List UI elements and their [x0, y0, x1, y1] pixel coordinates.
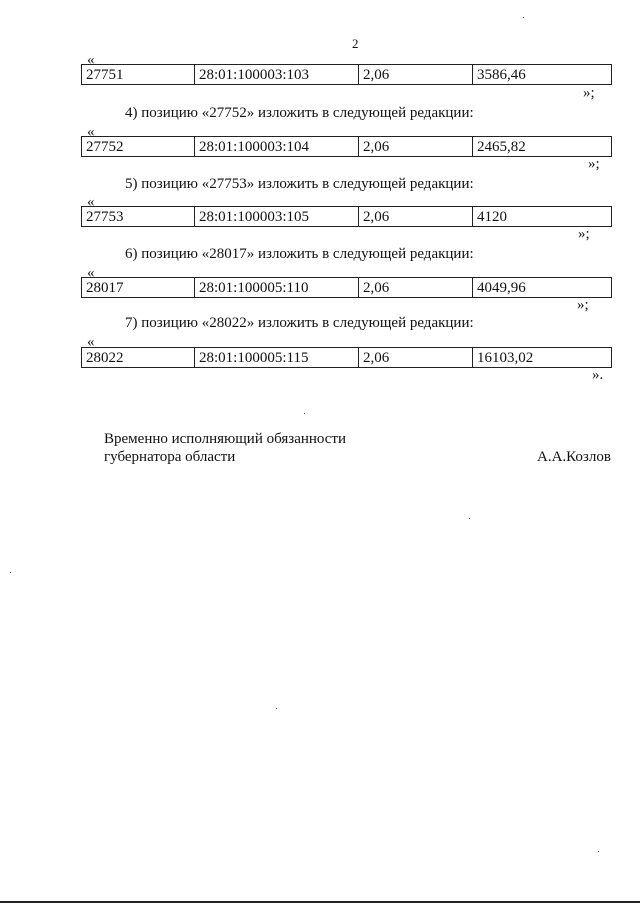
instruction-item-6: 6) позицию «28017» изложить в следующей редакции: — [125, 246, 474, 262]
page-number: 2 — [352, 36, 359, 51]
instruction-item-5: 5) позицию «27753» изложить в следующей редакции: — [125, 176, 474, 192]
close-quote: ». — [592, 367, 604, 383]
cell-position: 27751 — [82, 65, 195, 85]
data-row-27753 — [81, 206, 612, 227]
open-quote: « — [87, 124, 95, 140]
cell-cadastral-number: 28:01:100003:103 — [195, 65, 359, 85]
signatory-title-line-1: Временно исполняющий обязанности — [104, 431, 347, 447]
data-row-27751 — [81, 64, 612, 85]
open-quote: « — [87, 194, 95, 210]
open-quote: « — [87, 334, 95, 350]
instruction-item-7: 7) позицию «28022» изложить в следующей редакции: — [125, 315, 474, 331]
instruction-item-4: 4) позицию «27752» изложить в следующей редакции: — [125, 105, 474, 121]
cell-rate: 2,06 — [359, 278, 473, 298]
cell-amount: 2465,82 — [473, 137, 612, 157]
scan-speck — [276, 708, 277, 709]
close-quote: »; — [588, 156, 600, 172]
close-quote: »; — [578, 226, 590, 242]
scan-speck — [523, 17, 524, 18]
cell-position: 28017 — [82, 278, 195, 298]
data-row-28022 — [81, 347, 612, 368]
cell-rate: 2,06 — [359, 65, 473, 85]
cell-cadastral-number: 28:01:100003:104 — [195, 137, 359, 157]
open-quote: « — [87, 52, 95, 68]
close-quote: »; — [583, 85, 595, 101]
open-quote: « — [87, 265, 95, 281]
cell-amount: 3586,46 — [473, 65, 612, 85]
cell-amount: 4120 — [473, 207, 612, 227]
cell-position: 28022 — [82, 348, 195, 368]
cell-position: 27753 — [82, 207, 195, 227]
cell-cadastral-number: 28:01:100005:115 — [195, 348, 359, 368]
scan-speck — [304, 413, 305, 414]
cell-cadastral-number: 28:01:100005:110 — [195, 278, 359, 298]
cell-position: 27752 — [82, 137, 195, 157]
signatory-title-line-2: губернатора области — [104, 449, 236, 465]
data-row-27752 — [81, 136, 612, 157]
scan-speck — [598, 851, 599, 852]
scan-edge-line — [0, 901, 640, 903]
cell-rate: 2,06 — [359, 348, 473, 368]
close-quote: »; — [577, 297, 589, 313]
cell-amount: 4049,96 — [473, 278, 612, 298]
cell-rate: 2,06 — [359, 137, 473, 157]
scan-speck — [469, 518, 470, 519]
scan-speck — [10, 572, 11, 573]
data-row-28017 — [81, 277, 612, 298]
cell-rate: 2,06 — [359, 207, 473, 227]
cell-cadastral-number: 28:01:100003:105 — [195, 207, 359, 227]
signatory-name: А.А.Козлов — [537, 449, 611, 465]
cell-amount: 16103,02 — [473, 348, 612, 368]
